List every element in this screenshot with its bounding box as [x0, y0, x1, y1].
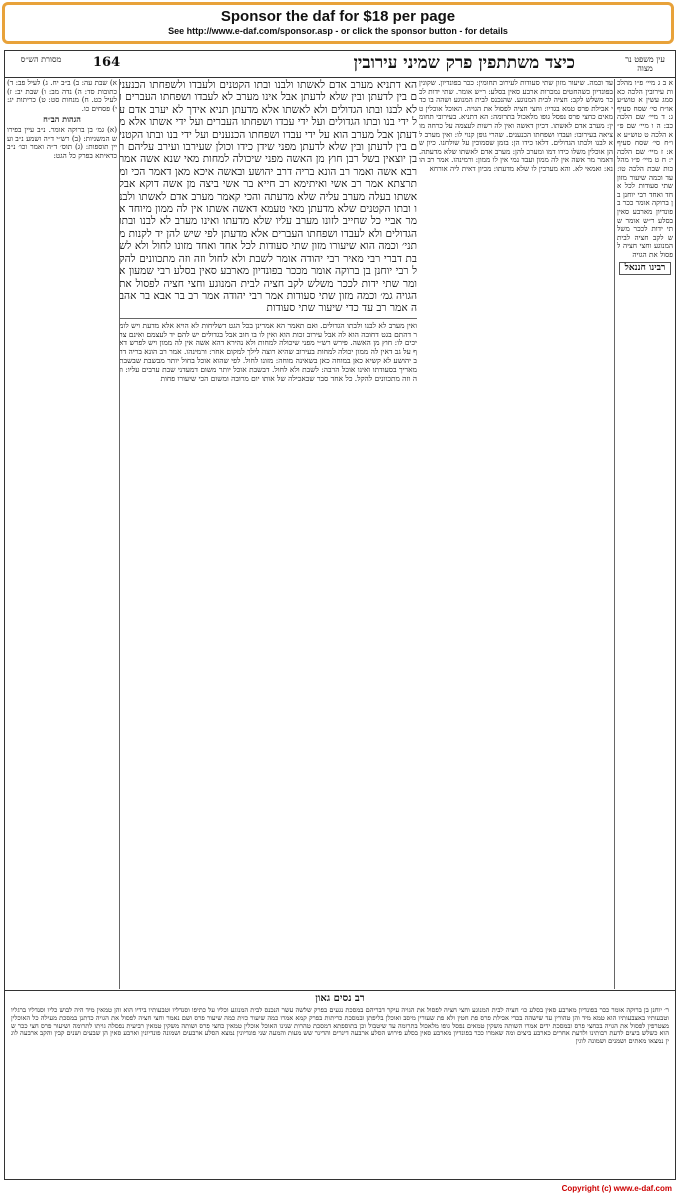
hagahot-text: (א) גמ׳ בן ברוקה אומר. נ״ב עיין בפירוש המשניות: (ב) רש״י ד״ה ושמע נ״ב ועיין תוספות: (ג) תוס׳ ד״ה ואמר וכו׳ נ״ב כדאיתא בפרק כל הגט: [7, 124, 117, 160]
page-header [5, 51, 675, 78]
ein-mishpat-label: עין משפט נר מצוה [625, 55, 665, 73]
masoret-hashas-column [7, 79, 120, 989]
talmud-page [4, 50, 676, 1180]
masoret-hashas-text: א) שבת עה: ב) ב״ב יח. ג) לעיל פב: ד) כתובות סד: ה) נדה מב: ו) שבת יב: ז) לעיל כט. ח) מנחות סט: ט) כריתות יג: י) פסחים כו. [7, 79, 117, 113]
rav-nissim-gaon-title: רב נסים גאון [315, 993, 365, 1004]
gemara-text: הא דתניא מערב אדם לאשתו ולבנו ובתו הקטנים ולעבדו ולשפחתו הכנענים בין לדעתן ובין שלא לדעתן אבל אינו מערב לא לעבדו ושפחתו העברים ולא לבנו ובתו הגדולים ולא לאשתו אלא מדעתן תניא אידך לא יערב אדם על ידי בנו ובתו הגדולים ועל ידי עבדו ושפחתו העברים ועל ידי אשתו אלא מדעתן אבל מערב הוא על ידי עבדו ושפחתו הכנענים ועל ידי בנו ובתו הקטנים בין לדעתן ובין שלא לדעתן מפני שידן כידו וכולן שעירבו ועירב עליהם רבן יוצאין בשל רבן חוץ מן האשה מפני שיכולה למחות מאי שנא אשה אמר רבא אשה ואמר רב הונא בריה דרב יהושע ובאשה איכא מאן דאמר הכי ומתרצתא אמר רב אשי ואיתימא רב חייא בר אשי ביצה מן אשה דוקא אבל אשתו בעלה מערב עליה שלא מדעתה והכי קאמר מערב אדם לאשתו ולבנו ובתו הקטנים שלא מדעתן מאי טעמא דאשה אשתו אין לה ממון מיוחד אמר אביי כל שחייב לזונו מערב עליו שלא מדעתו ואינו מערב לא לבנו ובתו הגדולים ולא לעבדו ושפחתו העברים אלא מדעתן לפי שיש להן יד לקנות מתני׳ וכמה הוא שיעורו מזון שתי סעודות לכל אחד ואחד מזונו לחול ולא לשבת דברי רבי מאיר רבי יהודה אומר לשבת ולא לחול וזה וזה מתכוונים להקל רבי יוחנן בן ברוקה אומר מככר בפונדיון מארבע סאין בסלע רבי שמעון אומר שתי ידות לככר משלש לקב חציה לבית המנוגע וחצי חציה לפסול את הגויה גמ׳ וכמה מזון שתי סעודות אמר רבי יהודה אמר רב בר אבא בר אהבה אמר רב עד כדי שיעור שתי סעודות [119, 79, 417, 315]
sponsor-title[interactable]: Sponsor the daf for $18 per page [220, 8, 456, 25]
sponsor-subtitle[interactable]: See http://www.e-daf.com/sponsor.asp - or click the sponsor button - for details [168, 26, 508, 36]
rav-nissim-gaon-section [5, 990, 675, 1179]
copyright-link[interactable]: Copyright (c) www.e-daf.com [561, 1184, 672, 1193]
hagahot-label: הגהות הב״ח [43, 114, 81, 125]
rashi-column [419, 79, 613, 989]
masoret-hashas-label: מסורת הש״ס [20, 55, 62, 64]
rabbenu-chananel-label: רבינו חננאל [619, 262, 671, 275]
rashi-text: עד וכמה. שיעור מזון שתי סעודות לעירוב תחומין: ככר בפונדיון. שקונין בפונדיון כשהחטים נמכרות ארבע סאין בסלע: ר״ש אומר. שתי ידות לככר משלש לקב: חציה לבית המנוגע. שהנכנס לבית המנוגע ושהה בו כדי אכילת פרס טמא בגדיו: וחצי חציה לפסול את הגויה. האוכל אוכלין טמאים כחצי פרס נפסל גופו מלאכול בתרומה: הא דתניא. בעירובי תחומין: מערב אדם לאשתו. דכיון דאשה ואין לה רשות לעצמה על כרחה מוציאה בעירובו: ועבדו ושפחתו הכנענים. שהרי גופן קנוי לו: ואין מערב לא לבנו ולבתו הגדולים. דלאו כידו הן: בזמן שסמוכין על שולחנו. כיון שהן אוכלין משלו כידו דמו ומערב להן: מערב אדם לאשתו שלא מדעתה. דאמר מר אשה אין לה ממון ועבד נמי אין לו ממון: ורמינהו. אמר רב הונא: ואמאי לא. והא מערבין לו שלא מדעתו: מכיון דאית ליה אורחא [419, 79, 613, 173]
ein-mishpat-column [614, 79, 673, 989]
ein-mishpat-text: א ב ג מיי׳ פ״ו מהלכות עירובין הלכה כא סמג עשין א טוש״ע או״ח סי׳ שסח סעיף ג: ד מיי׳ שם הלכה כב: ה ו מיי׳ שם פ״א הלכה ט טוש״ע או״ח סי׳ שסח סעיף א: ז מיי׳ שם הלכה י: ח ט מיי׳ פ״ו מהלכות שבת הלכה טו: עד וכמה שיעור מזון שתי סעודות לכל אחד ואחד רבי יוחנן בן ברוקה אומר ככר בפונדיון מארבע סאין בסלע ר״ש אומר שתי ידות לככר משלש לקב חציה לבית המנוגע וחצי חציה לפסול את הגויה [617, 79, 673, 259]
page-title: כיצד משתתפין פרק שמיני עירובין [353, 53, 575, 73]
sponsor-banner[interactable] [2, 2, 674, 44]
rav-nissim-gaon-text: ר׳ יוחנן בן ברוקה אומר ככר בפונדיון מארבע סאין בסלע כו׳ חציה לבית המנוגע וחצי חציה לפסול את הגויה עיקר דבריהם במסכת נגעים בפרק שלשה עשר הנכנס לבית המנוגע וכליו על כתיפו וסנדליו וטבעותיו בידיו הוא והן טמאין מיד היה לבוש כליו וסנדליו ברגליו וטבעותיו באצבעותיו הוא טמא מיד והן טהורין עד שישהה בכדי אכילת פרס פת חטין ולא פת שעורין מיסב ואוכלן בליפתן ובמסכת כריתות בפרק קמא אמרו כמה שיעור כזית כמה שיעור פרס ושם נאמר וחצי חציה לפסול את הגויה כדתנן במסכת מעילה כל האוכלין מצטרפין לפסול את הגויה בכחצי פרס ובמסכת ידים אמרו השותה משקין טמאים נפסל גופו מלאכול בתרומה עד שיטבול וכן בתוספתא דמסכת טהרות שנינו האוכל אוכלין טמאין כחצי פרס ושותה משקין טמאין רביעית נפסלה גויתו לתרומה ושיעור פרס חצי ככר שהוא כשלש ביצים לדעת רבותינו ולדעת אחרים כארבע ביצים ומה שאמרו ככר בפונדיון מארבע סאין בסלע פירוש הסלע ארבעה דינרים והדינר שש מעות והמעה שני פונדיונין נמצא הסלע ארבעים ושמונה פונדיונין וארבע סאין הן שבעים ושנים קבין והקב ארבעה לוגין נמצאו מאתים ושמנים ושמונה לוגין [11, 1007, 669, 1046]
tosafot-text: ואין מערב לא לבנו ולבתו הגדולים. ואם תאמר הא אמרינן בכל הגט דשליחות לא הויא אלא מדעת ויש לומר דהתם בגט דחובה הוא לה אבל עירוב זכות הוא ואין לו בו חוב אבל בגדולים יש להם יד לעצמם ואינם צריכים לו: חוץ מן האשה. פירש רש״י מפני שיכולה למחות ולא נהירא דהא אשה אין לה ממון ויש לפרש דאף על גב דאין לה ממון יכולה למחות בעירוב שהיא רוצה לילך למקום אחר: ורמינהו. אמר רב הונא בריה דרב יהושע לא קשיא כאן במוחה כאן בשאינה מוחה: מזונו לחול. לפי שהוא אוכל בחול יותר מבשבת שבשבת מאריך בסעודתו ואינו אוכל הרבה: לשבת ולא לחול. דבשבת אוכל יותר משום דמעדני שבת ערבים עליו: וזה וזה מתכוונים להקל. כל אחד סבר שבאכילה של אותו יום מרובה ומשום הכי שיעורו פחות [119, 320, 417, 383]
column-divider [119, 318, 417, 319]
gemara-column [119, 79, 417, 989]
page-number: 164 [93, 55, 121, 70]
